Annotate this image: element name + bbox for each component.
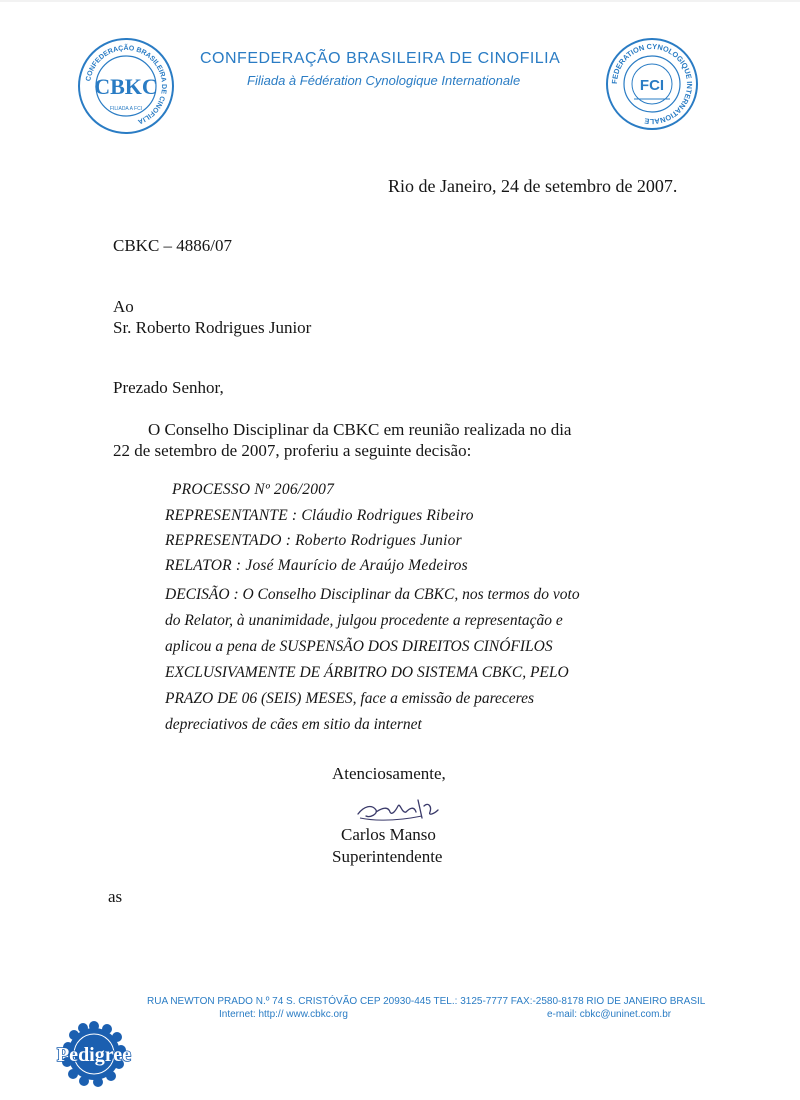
affiliation-subtitle: Filiada à Fédération Cynologique Internationale bbox=[247, 73, 521, 88]
representado-line: REPRESENTADO : Roberto Rodrigues Junior bbox=[165, 532, 462, 549]
fci-seal-icon bbox=[605, 37, 699, 131]
intro-line-1: O Conselho Disciplinar da CBKC em reunião realizada no dia bbox=[148, 420, 572, 439]
recipient-name: Sr. Roberto Rodrigues Junior bbox=[113, 318, 312, 337]
cbkc-seal-icon bbox=[77, 37, 175, 135]
reference-number: CBKC – 4886/07 bbox=[113, 236, 233, 255]
place-date: Rio de Janeiro, 24 de setembro de 2007. bbox=[388, 176, 678, 196]
footer-address: RUA NEWTON PRADO N.º 74 S. CRISTÓVÃO CEP 20930-445 TEL.: 3125-7777 FAX:-2580-8178 RIO DE JANEIRO BRASIL bbox=[147, 996, 706, 1007]
salutation: Prezado Senhor, bbox=[113, 378, 224, 397]
svg-text:CONFEDERAÇÃO BRASILEIRA DE CIN: CONFEDERAÇÃO BRASILEIRA DE CINOFILIA bbox=[85, 44, 168, 125]
decision-paragraph bbox=[165, 582, 645, 738]
scan-edge bbox=[0, 0, 800, 2]
decision-line: aplicou a pena de SUSPENSÃO DOS DIREITOS CINÓFILOS bbox=[165, 638, 553, 655]
svg-text:FEDERATION CYNOLOGIQUE INTERNA: FEDERATION CYNOLOGIQUE INTERNATIONALE bbox=[609, 41, 695, 127]
decision-line: EXCLUSIVAMENTE DE ÁRBITRO DO SISTEMA CBKC, PELO bbox=[165, 664, 569, 681]
decision-line: PRAZO DE 06 (SEIS) MESES, face a emissão de pareceres bbox=[165, 690, 535, 707]
decision-line: DECISÃO : O Conselho Disciplinar da CBKC, nos termos do voto bbox=[165, 586, 580, 603]
signer-name: Carlos Manso bbox=[341, 825, 436, 844]
closing: Atenciosamente, bbox=[332, 764, 446, 783]
decision-line: do Relator, à unanimidade, julgou procedente a representação e bbox=[165, 612, 563, 629]
typist-initials: as bbox=[108, 887, 123, 906]
intro-line-2: 22 de setembro de 2007, proferiu a seguinte decisão: bbox=[113, 441, 472, 460]
footer-internet: Internet: http:// www.cbkc.org bbox=[219, 1009, 348, 1020]
signature-icon bbox=[352, 792, 442, 826]
recipient-prefix: Ao bbox=[113, 297, 134, 316]
pedigree-logo-icon bbox=[40, 1020, 148, 1092]
organization-name: CONFEDERAÇÃO BRASILEIRA DE CINOFILIA bbox=[200, 50, 561, 67]
process-number: PROCESSO Nº 206/2007 bbox=[172, 481, 335, 498]
svg-text:Pedigree: Pedigree bbox=[56, 1044, 132, 1066]
representante-line: REPRESENTANTE : Cláudio Rodrigues Ribeiro bbox=[165, 507, 474, 524]
svg-text:FCI: FCI bbox=[639, 77, 665, 94]
relator-line: RELATOR : José Maurício de Araújo Medeiros bbox=[165, 557, 468, 574]
decision-line: depreciativos de cães em sitio da internet bbox=[165, 716, 422, 733]
signer-title: Superintendente bbox=[332, 847, 443, 866]
svg-text:CBKC: CBKC bbox=[94, 74, 158, 99]
footer-email: e-mail: cbkc@uninet.com.br bbox=[547, 1009, 672, 1020]
svg-text:FILIADA A FCI: FILIADA A FCI bbox=[109, 106, 143, 112]
